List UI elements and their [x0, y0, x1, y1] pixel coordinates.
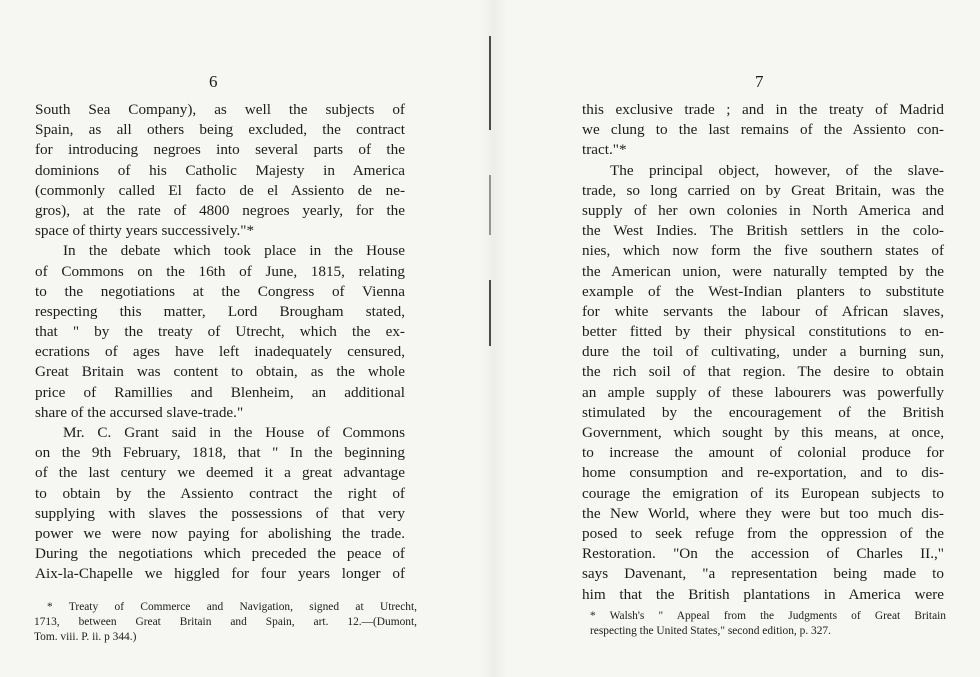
text-line: example of the West-Indian planters to substitute — [582, 282, 944, 300]
text-line: the American union, were naturally tempted by the — [582, 262, 944, 280]
text-line: supply of her own colonies in North America and — [582, 201, 944, 219]
text-line: Spain, as all others being excluded, the contract — [35, 121, 405, 139]
text-line: home consumption and re-exportation, and to dis- — [582, 464, 944, 482]
footnote-line: * Treaty of Commerce and Navigation, signed at Utrecht, — [47, 601, 417, 613]
text-line: the rich soil of that region. The desire to obtain — [582, 363, 944, 381]
text-line: ecrations of ages have left inadequately censured, — [35, 343, 405, 361]
page-number: 7 — [755, 72, 764, 91]
footnote — [34, 600, 417, 645]
text-line: courage the emigration of its European subjects to — [582, 484, 944, 502]
text-line: space of thirty years successively."* — [35, 222, 255, 240]
text-line: supplying with slaves the possessions of that very — [35, 504, 405, 522]
text-line: him that the British plantations in America were — [582, 585, 944, 603]
text-line: In the debate which took place in the House — [63, 242, 405, 260]
footnote-line: respecting the United States," second edition, p. 327. — [590, 625, 831, 637]
footnote-line: * Walsh's " Appeal from the Judgments of Great Britain — [590, 610, 946, 622]
page-number: 6 — [209, 72, 218, 91]
text-line: for introducing negroes into several parts of the — [35, 141, 405, 159]
text-line: to the negotiations at the Congress of Vienna — [35, 282, 405, 300]
footnote-line: 1713, between Great Britain and Spain, art. 12.—(Dumont, — [34, 616, 417, 628]
text-line: Restoration. "On the accession of Charles II.," — [582, 545, 944, 563]
text-line: the New World, where they were but too much dis- — [582, 504, 944, 522]
text-line: Mr. C. Grant said in the House of Commons — [63, 424, 405, 441]
text-line: posed to seek refuge from the oppression of the — [582, 524, 944, 542]
right-page — [500, 0, 980, 677]
text-line: stimulated by the encouragement of the British — [582, 403, 944, 421]
text-line: dominions of his Catholic Majesty in America — [35, 161, 405, 179]
text-line: an ample supply of these labourers was powerfully — [582, 383, 944, 401]
text-line: price of Ramillies and Blenheim, an additional — [35, 383, 405, 401]
text-line: of the last century we deemed it a great advantage — [35, 464, 405, 482]
text-line: of Commons on the 16th of June, 1815, relating — [35, 262, 405, 280]
text-line: we clung to the last remains of the Assiento con- — [582, 121, 944, 139]
text-line: this exclusive trade ; and in the treaty of Madrid — [582, 101, 944, 118]
gutter-rule-bottom — [489, 280, 491, 346]
text-line: During the negotiations which preceded the peace of — [35, 545, 405, 563]
text-line: The principal object, however, of the slave- — [610, 161, 944, 179]
text-line: trade, so long carried on by Great Britain, was the — [582, 181, 944, 199]
text-line: the West Indies. The British settlers in the colo- — [582, 222, 944, 240]
text-line: on the 9th February, 1818, that " In the beginning — [35, 444, 405, 462]
text-line: dure the toil of cultivating, under a burning sun, — [582, 343, 944, 361]
text-line: (commonly called El facto de el Assiento de ne- — [35, 181, 405, 199]
text-line: Great Britain was content to obtain, as the whole — [35, 363, 405, 381]
book-gutter — [487, 30, 493, 350]
text-line: says Davenant, "a representation being made to — [582, 565, 944, 583]
text-line: to obtain by the Assiento contract the right of — [35, 484, 405, 502]
text-line: South Sea Company), as well the subjects of — [35, 101, 405, 118]
gutter-rule-top — [489, 36, 491, 130]
left-page — [0, 0, 475, 677]
text-line: share of the accursed slave-trade." — [35, 403, 244, 421]
text-line: better fitted by their physical constitutions to en- — [582, 323, 944, 341]
text-line: Aix-la-Chapelle we higgled for four years longer of — [35, 565, 405, 583]
footnote — [590, 609, 946, 639]
text-line: respecting this matter, Lord Brougham stated, — [35, 302, 405, 320]
text-line: Government, which sought by this means, at once, — [582, 424, 944, 441]
text-line: that " by the treaty of Utrecht, which the ex- — [35, 323, 405, 341]
text-line: gros), at the rate of 4800 negroes yearly, for the — [35, 201, 405, 219]
body-text — [582, 100, 944, 605]
text-line: tract."* — [582, 141, 627, 159]
text-line: nies, which now form the five southern states of — [582, 242, 944, 260]
text-line: for white servants the labour of African slaves, — [582, 302, 944, 320]
footnote-line: Tom. viii. P. ii. p 344.) — [34, 631, 137, 643]
text-line: power we were now paying for abolishing the trade. — [35, 524, 405, 542]
gutter-rule-middle — [489, 175, 491, 235]
body-text — [35, 100, 405, 585]
text-line: to increase the amount of colonial produce for — [582, 444, 944, 462]
